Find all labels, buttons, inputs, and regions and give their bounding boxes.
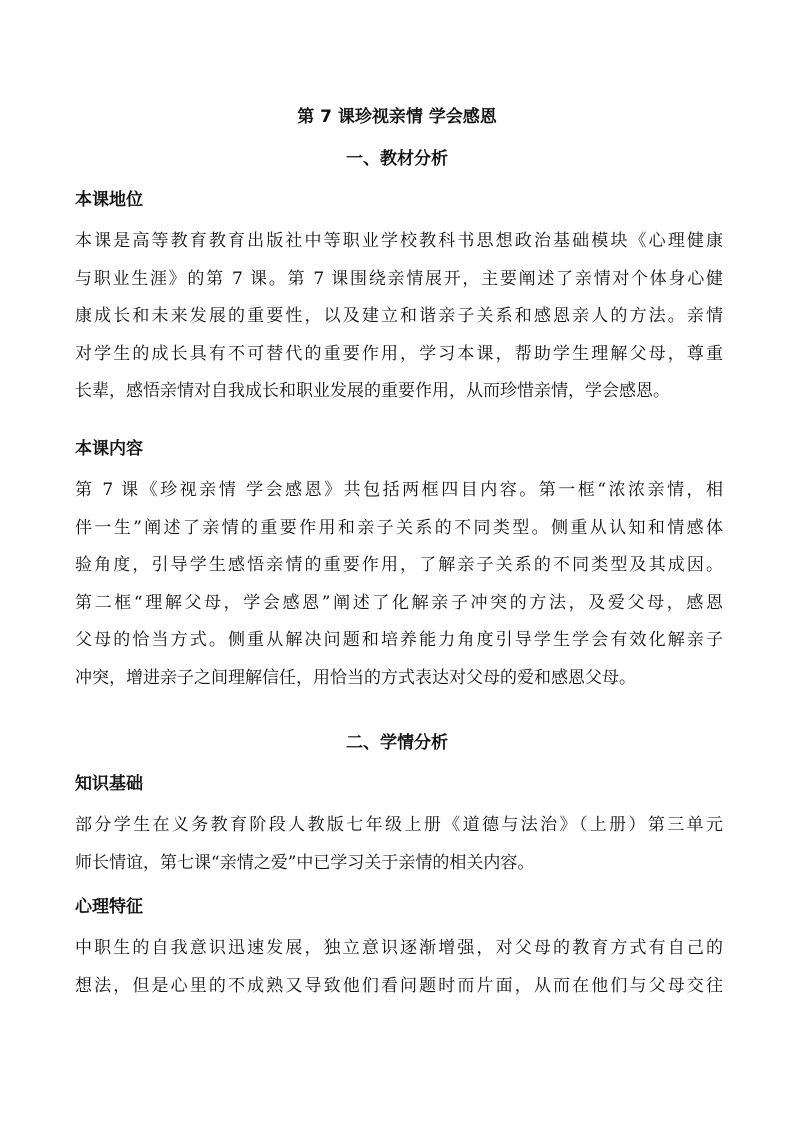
text-line: 父母的恰当方式。侧重从解决问题和培养能力角度引导学生学会有效化解亲子 <box>75 630 723 650</box>
text-line: 长辈，感悟亲情对自我成长和职业发展的重要作用，从而珍惜亲情，学会感恩。 <box>75 381 670 401</box>
paragraph-knowledge-base <box>75 807 723 882</box>
text-line: 本课是高等教育教育出版社中等职业学校教科书思想政治基础模块《心理健康 <box>75 231 723 251</box>
text-line: 伴一生”阐述了亲情的重要作用和亲子关系的不同类型。侧重从认知和情感体 <box>75 517 723 538</box>
text-line: 与职业生涯》的第 7 课。第 7 课围绕亲情展开，主要阐述了亲情对个体身心健 <box>75 268 723 289</box>
page-title: 第 7 课珍视亲情 学会感恩 <box>297 107 497 127</box>
text-line: 康成长和未来发展的重要性，以及建立和谐亲子关系和感恩亲人的方法。亲情 <box>75 306 723 326</box>
subheading-psychological-traits: 心理特征 <box>75 897 143 917</box>
text-line: 中职生的自我意识迅速发展，独立意识逐渐增强，对父母的教育方式有自己的 <box>75 938 723 958</box>
text-line: 第 7 课《珍视亲情 学会感恩》共包括两框四目内容。第一框“浓浓亲情，相 <box>75 480 723 500</box>
text-line: 冲突，增进亲子之间理解信任，用恰当的方式表达对父母的爱和感恩父母。 <box>75 667 636 688</box>
subheading-knowledge-base: 知识基础 <box>75 774 143 794</box>
text-line: 师长情谊，第七课“亲情之爱”中已学习关于亲情的相关内容。 <box>75 852 535 873</box>
text-line: 部分学生在义务教育阶段人教版七年级上册《道德与法治》（上册）第三单元 <box>75 815 723 835</box>
text-line: 验角度，引导学生感悟亲情的重要作用，了解亲子关系的不同类型及其成因。 <box>75 555 723 575</box>
section-heading-textbook-analysis: 一、教材分析 <box>346 149 448 169</box>
text-line: 对学生的成长具有不可替代的重要作用，学习本课，帮助学生理解父母，尊重 <box>75 343 723 364</box>
section-heading-student-analysis: 二、学情分析 <box>346 733 448 753</box>
paragraph-lesson-position <box>75 223 723 411</box>
paragraph-lesson-content <box>75 472 723 697</box>
subheading-lesson-content: 本课内容 <box>75 439 143 459</box>
text-line: 第二框“理解父母，学会感恩”阐述了化解亲子冲突的方法，及爱父母，感恩 <box>75 592 723 613</box>
subheading-lesson-position: 本课地位 <box>75 190 143 210</box>
text-line: 想法，但是心里的不成熟又导致他们看问题时而片面，从而在他们与父母交往 <box>75 975 723 996</box>
paragraph-psychological-traits <box>75 930 723 1005</box>
